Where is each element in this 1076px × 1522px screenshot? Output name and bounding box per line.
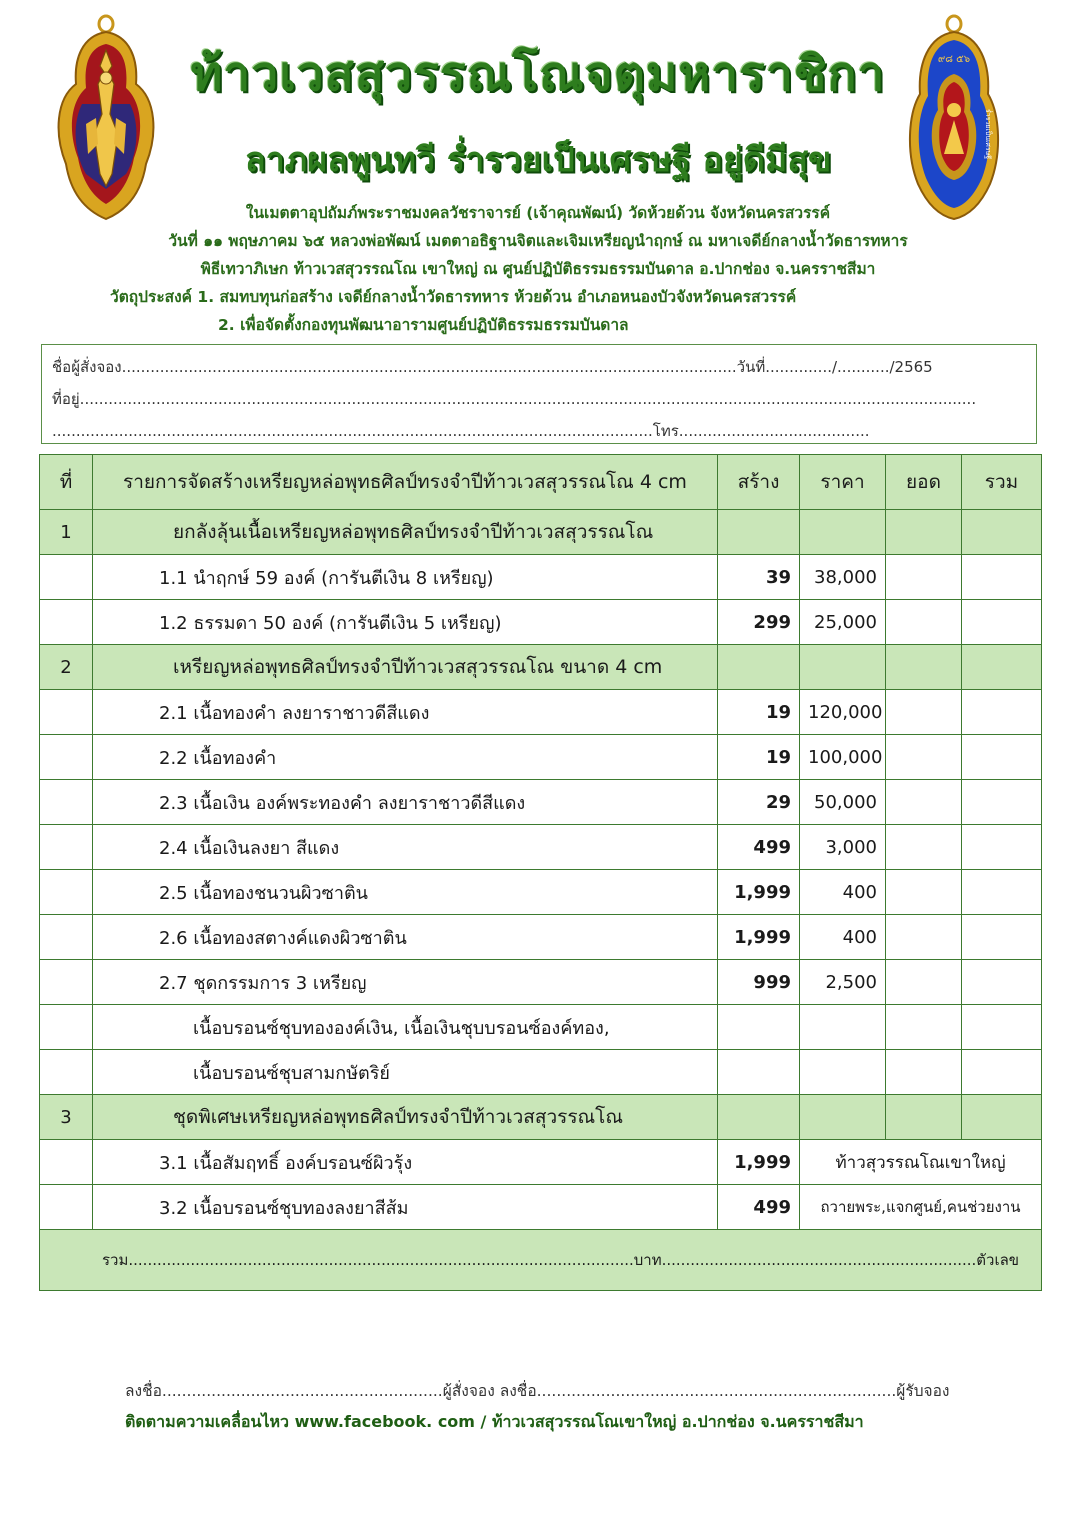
- item-price: 38,000: [800, 555, 886, 600]
- table-row: [40, 555, 1042, 600]
- signature-line[interactable]: ลงชื่อ.........................................................ผู้สั่งจอง ลงชื่อ.........................................................................ผู้รับจอง: [125, 1382, 950, 1400]
- table-row: [40, 1005, 1042, 1050]
- item-label: 1.2 ธรรมดา 50 องค์ (การันตีเงิน 5 เหรียญ): [93, 600, 718, 645]
- table-row: [40, 915, 1042, 960]
- item-label: 3.2 เนื้อบรอนซ์ชุบทองลงยาสีส้ม: [93, 1185, 718, 1230]
- item-label: 1.1 นำฤกษ์ 59 องค์ (การันตีเงิน 8 เหรียญ): [93, 555, 718, 600]
- intro-line-1: ในเมตตาอุปถัมภ์พระราชมงคลวัชราจารย์ (เจ้าคุณพัฒน์) วัดห้วยด้วน จังหวัดนครสวรรค์: [245, 204, 831, 222]
- table-row: [40, 600, 1042, 645]
- page-title: ท้าวเวสสุวรรณโณจตุมหาราชิกา: [190, 46, 886, 102]
- section-no: 1: [40, 510, 93, 555]
- header-qty: สร้าง: [718, 455, 800, 510]
- item-price: 100,000: [800, 735, 886, 780]
- cell-empty: [40, 1005, 93, 1050]
- item-price: [800, 1050, 886, 1095]
- item-amount-input[interactable]: [886, 690, 962, 735]
- intro-line-3: พิธีเทวาภิเษก ท้าวเวสสุวรรณโณ เขาใหญ่ ณ ศูนย์ปฏิบัติธรรมธรรมบันดาล อ.ปากช่อง จ.นครราชสีมา: [200, 260, 876, 278]
- item-total-input[interactable]: [962, 780, 1042, 825]
- header-no: ที่: [40, 455, 93, 510]
- item-amount-input[interactable]: [886, 555, 962, 600]
- section-title: ชุดพิเศษเหรียญหล่อพุทธศิลป์ทรงจำปีท้าวเวสสุวรรณโณ: [93, 1095, 718, 1140]
- item-total-input[interactable]: [962, 825, 1042, 870]
- item-amount-input[interactable]: [886, 600, 962, 645]
- item-qty: 1,999: [718, 1140, 800, 1185]
- item-label: 2.1 เนื้อทองคำ ลงยาราชาวดีสีแดง: [93, 690, 718, 735]
- section-row: [40, 510, 1042, 555]
- item-total-input[interactable]: [962, 960, 1042, 1005]
- section-no: 3: [40, 1095, 93, 1140]
- item-total-input[interactable]: [962, 1050, 1042, 1095]
- item-total-input[interactable]: [962, 915, 1042, 960]
- cell-empty: [962, 1095, 1042, 1140]
- item-total-input[interactable]: [962, 735, 1042, 780]
- item-qty: 39: [718, 555, 800, 600]
- header-amount: ยอด: [886, 455, 962, 510]
- table-row: [40, 1140, 1042, 1185]
- cell-empty: [40, 735, 93, 780]
- cell-empty: [40, 690, 93, 735]
- cell-empty: [40, 825, 93, 870]
- customer-address-field[interactable]: ที่อยู่............................................................................................................................................................................................: [52, 390, 977, 408]
- item-total-input[interactable]: [962, 600, 1042, 645]
- cell-empty: [40, 555, 93, 600]
- customer-name-date-field[interactable]: ชื่อผู้สั่งจอง.................................................................................................................................วันที่............../.........../2565: [52, 358, 933, 376]
- table-row: [40, 735, 1042, 780]
- table-row: [40, 780, 1042, 825]
- item-total-input[interactable]: [962, 1005, 1042, 1050]
- item-price: 50,000: [800, 780, 886, 825]
- item-qty: 999: [718, 960, 800, 1005]
- cell-empty: [800, 510, 886, 555]
- table-row: [40, 960, 1042, 1005]
- item-qty: 499: [718, 1185, 800, 1230]
- item-qty: 29: [718, 780, 800, 825]
- item-total-input[interactable]: [962, 690, 1042, 735]
- cell-empty: [886, 510, 962, 555]
- header-item: รายการจัดสร้างเหรียญหล่อพุทธศิลป์ทรงจำปีท้าวเวสสุวรรณโณ 4 cm: [93, 455, 718, 510]
- item-amount-input[interactable]: [886, 1005, 962, 1050]
- cell-empty: [886, 1095, 962, 1140]
- section-no: 2: [40, 645, 93, 690]
- cell-empty: [40, 1185, 93, 1230]
- total-line[interactable]: รวม..........................................................................................................บาท..................................................................ตัวเลข: [40, 1230, 1042, 1291]
- item-qty: 1,999: [718, 915, 800, 960]
- item-amount-input[interactable]: [886, 825, 962, 870]
- item-price: 120,000: [800, 690, 886, 735]
- cell-empty: [962, 510, 1042, 555]
- order-table: [39, 454, 1042, 1291]
- cell-empty: [962, 645, 1042, 690]
- item-label: 2.6 เนื้อทองสตางค์แดงผิวซาติน: [93, 915, 718, 960]
- item-label: เนื้อบรอนซ์ชุบสามกษัตริย์: [93, 1050, 718, 1095]
- svg-text:๙๘ ๕๖: ๙๘ ๕๖: [937, 54, 971, 65]
- cell-empty: [718, 1095, 800, 1140]
- item-price: 400: [800, 870, 886, 915]
- item-price: 2,500: [800, 960, 886, 1005]
- item-qty: 299: [718, 600, 800, 645]
- item-qty: [718, 1005, 800, 1050]
- item-total-input[interactable]: [962, 555, 1042, 600]
- cell-empty: [40, 600, 93, 645]
- customer-phone-field[interactable]: ..............................................................................................................................โทร........................................: [52, 422, 870, 440]
- cell-empty: [40, 870, 93, 915]
- item-qty: 499: [718, 825, 800, 870]
- customer-info-box: [41, 344, 1037, 444]
- cell-empty: [40, 1050, 93, 1095]
- left-amulet-image: [52, 14, 160, 224]
- item-label: 2.7 ชุดกรรมการ 3 เหรียญ: [93, 960, 718, 1005]
- cell-empty: [40, 915, 93, 960]
- cell-empty: [718, 645, 800, 690]
- footer-follow-text: ติดตามความเคลื่อนไหว www.facebook. com / ท้าวเวสสุวรรณโณเขาใหญ่ อ.ปากช่อง จ.นครราชสีมา: [125, 1412, 864, 1431]
- item-qty: 19: [718, 690, 800, 735]
- item-amount-input[interactable]: [886, 780, 962, 825]
- cell-empty: [800, 1095, 886, 1140]
- item-label: 3.1 เนื้อสัมฤทธิ์ องค์บรอนซ์ผิวรุ้ง: [93, 1140, 718, 1185]
- table-row: [40, 825, 1042, 870]
- item-price: 3,000: [800, 825, 886, 870]
- total-row: [40, 1230, 1042, 1291]
- cell-empty: [40, 780, 93, 825]
- table-row: [40, 1185, 1042, 1230]
- item-label: 2.4 เนื้อเงินลงยา สีแดง: [93, 825, 718, 870]
- page-subtitle: ลาภผลพูนทวี ร่ำรวยเป็นเศรษฐี อยู่ดีมีสุข: [244, 140, 832, 180]
- item-price: 400: [800, 915, 886, 960]
- item-label: 2.2 เนื้อทองคำ: [93, 735, 718, 780]
- item-qty: [718, 1050, 800, 1095]
- item-amount-input[interactable]: [886, 735, 962, 780]
- item-note: ท้าวสุวรรณโณเขาใหญ่: [800, 1140, 1042, 1185]
- item-amount-input[interactable]: [886, 960, 962, 1005]
- section-title: ยกลังลุ้นเนื้อเหรียญหล่อพุทธศิลป์ทรงจำปีท้าวเวสสุวรรณโณ: [93, 510, 718, 555]
- cell-empty: [40, 960, 93, 1005]
- cell-empty: [718, 510, 800, 555]
- section-row: [40, 645, 1042, 690]
- cell-empty: [800, 645, 886, 690]
- amulet-inscription: ร่ำรวยเป็นเศรษฐี: [984, 108, 992, 160]
- item-total-input[interactable]: [962, 870, 1042, 915]
- cell-empty: [40, 1140, 93, 1185]
- item-qty: 19: [718, 735, 800, 780]
- header-price: ราคา: [800, 455, 886, 510]
- item-price: [800, 1005, 886, 1050]
- intro-line-4: วัตถุประสงค์ 1. สมทบทุนก่อสร้าง เจดีย์กลางน้ำวัดธารทหาร ห้วยด้วน อำเภอหนองบัวจังหวัดนครสวรรค์: [110, 288, 797, 306]
- item-qty: 1,999: [718, 870, 800, 915]
- intro-line-5: 2. เพื่อจัดตั้งกองทุนพัฒนาอารามศูนย์ปฏิบัติธรรมธรรมบันดาล: [218, 316, 629, 334]
- item-amount-input[interactable]: [886, 915, 962, 960]
- intro-line-2: วันที่ ๑๑ พฤษภาคม ๖๕ หลวงพ่อพัฒน์ เมตตาอธิฐานจิตและเจิมเหรียญนำฤกษ์ ณ มหาเจดีย์กลางน้ำวัดธารทหาร: [168, 232, 908, 250]
- cell-empty: [886, 645, 962, 690]
- item-label: 2.5 เนื้อทองชนวนผิวซาติน: [93, 870, 718, 915]
- item-label: เนื้อบรอนซ์ชุบทององค์เงิน, เนื้อเงินชุบบรอนซ์องค์ทอง,: [93, 1005, 718, 1050]
- item-note: ถวายพระ,แจกศูนย์,คนช่วยงาน: [800, 1185, 1042, 1230]
- item-label: 2.3 เนื้อเงิน องค์พระทองคำ ลงยาราชาวดีสีแดง: [93, 780, 718, 825]
- item-amount-input[interactable]: [886, 870, 962, 915]
- header-total: รวม: [962, 455, 1042, 510]
- table-row: [40, 870, 1042, 915]
- table-header-row: [40, 455, 1042, 510]
- item-price: 25,000: [800, 600, 886, 645]
- table-row: [40, 690, 1042, 735]
- item-amount-input[interactable]: [886, 1050, 962, 1095]
- table-row: [40, 1050, 1042, 1095]
- section-title: เหรียญหล่อพุทธศิลป์ทรงจำปีท้าวเวสสุวรรณโณ ขนาด 4 cm: [93, 645, 718, 690]
- section-row: [40, 1095, 1042, 1140]
